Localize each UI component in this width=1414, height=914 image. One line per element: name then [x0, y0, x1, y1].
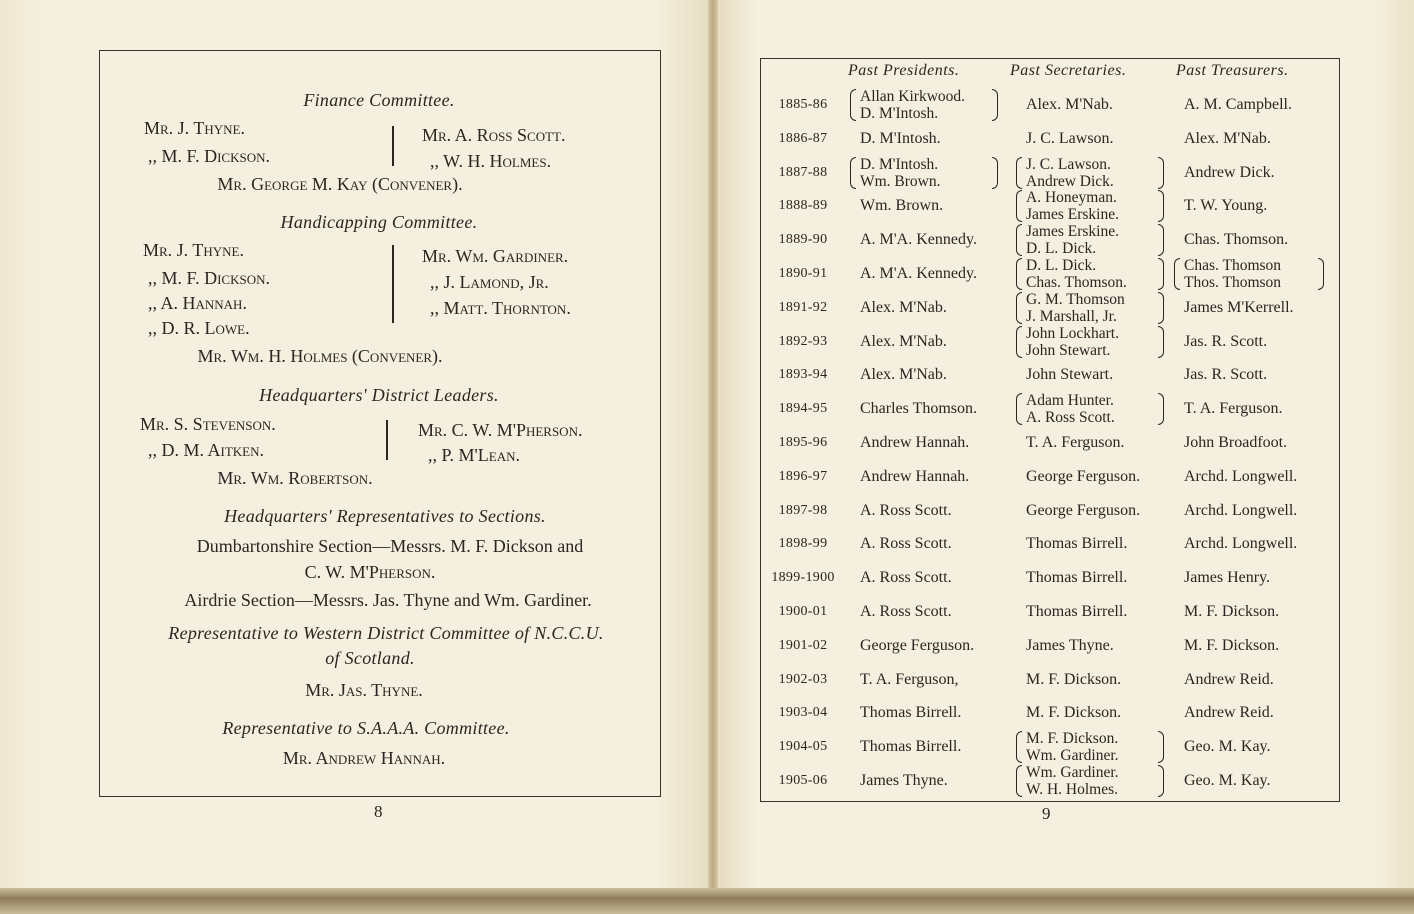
- treasurer-cell: T. A. Ferguson.: [1184, 400, 1283, 418]
- treasurer-name: Chas. Thomson: [1184, 257, 1282, 274]
- president-name: D. M'Intosh.: [860, 105, 939, 122]
- president-cell: A. M'A. Kennedy.: [860, 231, 977, 249]
- president-cell: A. Ross Scott.: [860, 603, 952, 620]
- finance-convener: Mr. George M. Kay (Convener).: [217, 174, 463, 194]
- president-pair: [860, 156, 941, 190]
- treasurer-cell: Andrew Dick.: [1184, 163, 1275, 181]
- header-past-secretaries: Past Secretaries.: [1010, 62, 1127, 79]
- finance-committee-heading: Finance Committee.: [303, 90, 455, 110]
- brace-right: [1158, 258, 1164, 290]
- president-cell: George Ferguson.: [860, 636, 975, 654]
- secretary-cell: Alex. M'Nab.: [1026, 96, 1113, 113]
- secretary-name: G. M. Thomson: [1026, 290, 1125, 308]
- secretary-pair: [1026, 764, 1119, 798]
- president-name: D. M'Intosh.: [860, 155, 939, 173]
- secretary-cell: John Stewart.: [1026, 366, 1114, 384]
- treasurer-cell: Geo. M. Kay.: [1184, 772, 1271, 789]
- secretary-cell: Thomas Birrell.: [1026, 603, 1128, 620]
- column-divider: [392, 126, 394, 166]
- representatives-sections-heading: Headquarters' Representatives to Sections.: [224, 506, 546, 526]
- secretary-name: Adam Hunter.: [1026, 392, 1114, 410]
- year-cell: 1902-03: [778, 671, 828, 687]
- handicapping-convener: Mr. Wm. H. Holmes (Convener).: [197, 346, 443, 366]
- secretary-pair: [1026, 291, 1125, 325]
- year-cell: 1898-99: [778, 536, 828, 552]
- president-cell: Thomas Birrell.: [860, 738, 962, 756]
- secretary-pair: [1026, 189, 1119, 223]
- year-cell: 1901-02: [778, 637, 828, 653]
- treasurer-cell: Archd. Longwell.: [1184, 467, 1298, 485]
- president-name: Allan Kirkwood.: [860, 88, 966, 105]
- brace-left: [1016, 258, 1022, 290]
- president-name: Wm. Brown.: [860, 172, 941, 190]
- treasurer-cell: M. F. Dickson.: [1184, 636, 1280, 654]
- treasurer-cell: T. W. Young.: [1184, 197, 1268, 215]
- district-leaders-heading: Headquarters' District Leaders.: [259, 385, 499, 405]
- president-cell: Alex. M'Nab.: [860, 298, 947, 316]
- year-cell: 1900-01: [778, 604, 828, 619]
- secretary-cell: George Ferguson.: [1026, 467, 1141, 485]
- secretary-name: D. L. Dick.: [1026, 257, 1097, 274]
- president-cell: T. A. Ferguson,: [860, 670, 959, 688]
- brace-right: [1158, 326, 1164, 358]
- handicapping-member: Mr. Wm. Gardiner.: [422, 246, 569, 266]
- page-number-right: 9: [1042, 804, 1051, 823]
- secretary-name: James Erskine.: [1026, 206, 1119, 224]
- treasurer-cell: M. F. Dickson.: [1184, 603, 1280, 620]
- secretary-pair: [1026, 223, 1119, 257]
- secretary-name: John Lockhart.: [1026, 324, 1119, 342]
- secretary-cell: Thomas Birrell.: [1026, 569, 1128, 587]
- year-cell: 1899-1900: [771, 570, 835, 586]
- year-cell: 1889-90: [778, 232, 828, 248]
- western-district-heading-2: of Scotland.: [325, 648, 415, 668]
- secretary-pair: [1026, 156, 1114, 190]
- secretary-cell: James Thyne.: [1026, 636, 1114, 654]
- president-cell: Andrew Hannah.: [860, 467, 970, 485]
- handicapping-member: ,, M. F. Dickson.: [148, 268, 270, 288]
- treasurer-cell: Chas. Thomson.: [1184, 231, 1289, 249]
- page-number-left: 8: [374, 802, 383, 821]
- secretary-name: Chas. Thomson.: [1026, 274, 1127, 291]
- secretary-name: John Stewart.: [1026, 341, 1111, 359]
- year-cell: 1887-88: [778, 164, 828, 180]
- secretary-name: A. Honeyman.: [1026, 189, 1117, 207]
- secretary-pair: [1026, 257, 1127, 291]
- handicapping-member: ,, J. Lamond, Jr.: [430, 272, 549, 292]
- column-divider: [386, 420, 388, 460]
- treasurer-cell: A. M. Campbell.: [1184, 96, 1292, 113]
- secretary-cell: M. F. Dickson.: [1026, 670, 1122, 688]
- brace-left: [1016, 292, 1022, 324]
- treasurer-cell: Jas. R. Scott.: [1184, 332, 1268, 350]
- president-pair: [860, 88, 965, 122]
- dumbartonshire-line-2: C. W. M'Pherson.: [304, 562, 436, 582]
- year-cell: 1895-96: [778, 435, 828, 450]
- brace-right: [1158, 731, 1164, 763]
- finance-member: Mr. J. Thyne.: [144, 118, 245, 138]
- brace-right: [1158, 393, 1164, 425]
- brace-right: [1158, 224, 1164, 256]
- treasurer-name: Thos. Thomson: [1184, 274, 1282, 291]
- secretary-cell: T. A. Ferguson.: [1026, 434, 1125, 451]
- handicapping-member: Mr. J. Thyne.: [143, 240, 244, 260]
- western-district-representative: Mr. Jas. Thyne.: [305, 680, 423, 700]
- brace-left: [850, 89, 856, 121]
- president-cell: A. Ross Scott.: [860, 501, 952, 519]
- secretary-pair: [1026, 730, 1119, 764]
- handicapping-member: ,, D. R. Lowe.: [148, 318, 250, 338]
- district-leader: Mr. S. Stevenson.: [140, 414, 276, 434]
- secretary-name: Wm. Gardiner.: [1026, 747, 1119, 765]
- treasurer-cell: Andrew Reid.: [1184, 704, 1274, 722]
- year-cell: 1892-93: [778, 333, 828, 349]
- president-cell: Alex. M'Nab.: [860, 366, 947, 384]
- year-cell: 1893-94: [778, 367, 828, 383]
- year-cell: 1904-05: [778, 739, 828, 755]
- secretary-cell: George Ferguson.: [1026, 501, 1141, 519]
- airdrie-line: Airdrie Section—Messrs. Jas. Thyne and Wm. Gardiner.: [184, 590, 592, 610]
- secretary-cell: Thomas Birrell.: [1026, 535, 1128, 553]
- treasurer-cell: Archd. Longwell.: [1184, 535, 1298, 553]
- header-past-presidents: Past Presidents.: [848, 62, 960, 79]
- secretary-name: J. Marshall, Jr.: [1026, 307, 1117, 325]
- treasurer-cell: James M'Kerrell.: [1184, 298, 1294, 316]
- brace-left: [1174, 258, 1180, 290]
- saaa-heading: Representative to S.A.A.A. Committee.: [222, 718, 510, 738]
- book-spine: [708, 0, 718, 894]
- president-cell: A. Ross Scott.: [860, 535, 952, 553]
- president-cell: James Thyne.: [860, 772, 948, 789]
- president-cell: Thomas Birrell.: [860, 704, 962, 722]
- treasurer-cell: Geo. M. Kay.: [1184, 738, 1271, 756]
- year-cell: 1896-97: [778, 468, 828, 484]
- brace-left: [1016, 326, 1022, 358]
- secretary-name: A. Ross Scott.: [1026, 409, 1115, 427]
- treasurer-cell: Archd. Longwell.: [1184, 501, 1298, 519]
- president-cell: A. M'A. Kennedy.: [860, 265, 977, 282]
- treasurer-pair: [1184, 257, 1281, 291]
- treasurer-cell: James Henry.: [1184, 569, 1271, 587]
- finance-member: Mr. A. Ross Scott.: [422, 125, 566, 145]
- year-cell: 1894-95: [778, 401, 828, 417]
- president-cell: A. Ross Scott.: [860, 569, 952, 587]
- secretary-pair: [1026, 325, 1119, 359]
- brace-left: [1016, 393, 1022, 425]
- year-cell: 1886-87: [778, 130, 828, 146]
- brace-right: [1158, 765, 1164, 797]
- year-cell: 1891-92: [778, 299, 828, 315]
- year-cell: 1903-04: [778, 705, 828, 721]
- brace-left: [1016, 157, 1022, 189]
- brace-right: [992, 157, 998, 189]
- district-leader: Mr. C. W. M'Pherson.: [418, 420, 583, 440]
- treasurer-cell: Andrew Reid.: [1184, 670, 1274, 688]
- handicapping-member: ,, Matt. Thornton.: [430, 298, 571, 318]
- president-cell: Andrew Hannah.: [860, 434, 970, 451]
- dumbartonshire-line: Dumbartonshire Section—Messrs. M. F. Dickson and: [196, 536, 584, 556]
- brace-right: [1158, 157, 1164, 189]
- header-past-treasurers: Past Treasurers.: [1176, 62, 1289, 79]
- year-cell: 1905-06: [778, 773, 828, 788]
- brace-right: [992, 89, 998, 121]
- brace-right: [1318, 258, 1324, 290]
- brace-left: [1016, 224, 1022, 256]
- year-cell: 1888-89: [778, 198, 828, 214]
- district-leader: ,, P. M'Lean.: [428, 445, 520, 465]
- secretary-pair: [1026, 392, 1115, 426]
- finance-member: ,, W. H. Holmes.: [430, 151, 552, 171]
- secretary-name: D. L. Dick.: [1026, 240, 1097, 258]
- president-cell: Alex. M'Nab.: [860, 332, 947, 350]
- secretary-name: Andrew Dick.: [1026, 172, 1114, 190]
- brace-left: [850, 157, 856, 189]
- handicapping-member: ,, A. Hannah.: [148, 293, 247, 313]
- brace-left: [1016, 190, 1022, 222]
- year-cell: 1890-91: [778, 266, 828, 281]
- brace-right: [1158, 190, 1164, 222]
- secretary-cell: J. C. Lawson.: [1026, 129, 1114, 147]
- finance-member: ,, M. F. Dickson.: [148, 146, 270, 166]
- district-leader-extra: Mr. Wm. Robertson.: [217, 468, 373, 488]
- president-cell: D. M'Intosh.: [860, 129, 941, 147]
- brace-left: [1016, 765, 1022, 797]
- book-edge: [0, 888, 1414, 914]
- district-leader: ,, D. M. Aitken.: [148, 440, 264, 460]
- treasurer-cell: Jas. R. Scott.: [1184, 366, 1268, 384]
- handicapping-committee-heading: Handicapping Committee.: [280, 212, 478, 232]
- secretary-cell: M. F. Dickson.: [1026, 704, 1122, 722]
- secretary-name: James Erskine.: [1026, 223, 1119, 241]
- treasurer-cell: John Broadfoot.: [1184, 434, 1288, 451]
- year-cell: 1885-86: [778, 97, 828, 112]
- treasurer-cell: Alex. M'Nab.: [1184, 129, 1271, 147]
- brace-right: [1158, 292, 1164, 324]
- year-cell: 1897-98: [778, 502, 828, 518]
- secretary-name: Wm. Gardiner.: [1026, 764, 1119, 781]
- saaa-representative: Mr. Andrew Hannah.: [282, 748, 446, 768]
- column-divider: [392, 245, 394, 323]
- western-district-heading: Representative to Western District Committee of N.C.C.U.: [168, 623, 604, 643]
- secretary-name: J. C. Lawson.: [1026, 155, 1111, 173]
- secretary-name: M. F. Dickson.: [1026, 730, 1119, 748]
- president-cell: Wm. Brown.: [860, 197, 944, 215]
- brace-left: [1016, 731, 1022, 763]
- secretary-name: W. H. Holmes.: [1026, 781, 1118, 798]
- president-cell: Charles Thomson.: [860, 400, 978, 418]
